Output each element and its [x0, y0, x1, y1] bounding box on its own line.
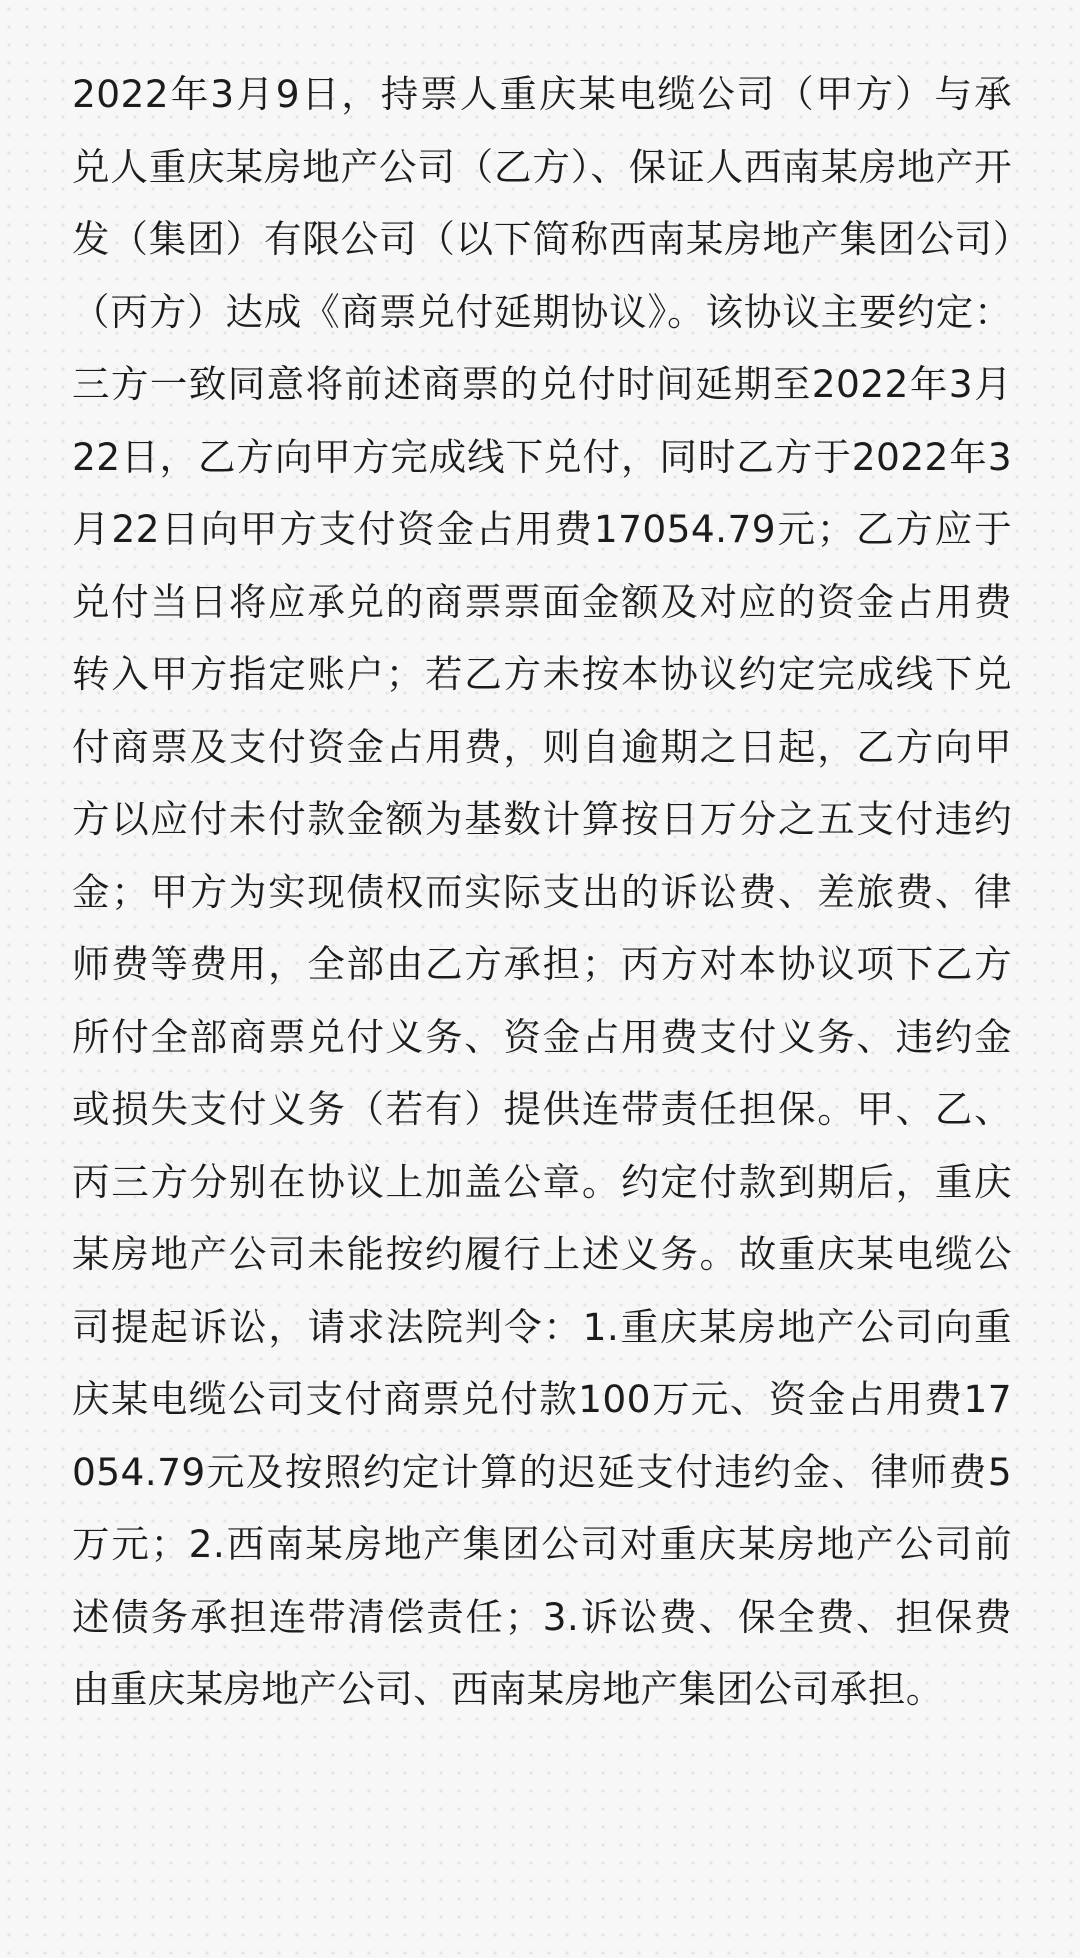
case-paragraph: 2022年3月9日，持票人重庆某电缆公司（甲方）与承兑人重庆某房地产公司（乙方）、保证人西南某房地产开发（集团）有限公司（以下简称西南某房地产集团公司）（丙方）达成《商票兑付延期协议》。该协议主要约定：三方一致同意将前述商票的兑付时间延期至2022年3月22日，乙方向甲方完成线下兑付，同时乙方于2022年3月22日向甲方支付资金占用费17054.79元；乙方应于兑付当日将应承兑的商票票面金额及对应的资金占用费转入甲方指定账户；若乙方未按本协议约定完成线下兑付商票及支付资金占用费，则自逾期之日起，乙方向甲方以应付未付款金额为基数计算按日万分之五支付违约金；甲方为实现债权而实际支出的诉讼费、差旅费、律师费等费用，全部由乙方承担；丙方对本协议项下乙方所付全部商票兑付义务、资金占用费支付义务、违约金或损失支付义务（若有）提供连带责任担保。甲、乙、丙三方分别在协议上加盖公章。约定付款到期后，重庆某房地产公司未能按约履行上述义务。故重庆某电缆公司提起诉讼，请求法院判令：1.重庆某房地产公司向重庆某电缆公司支付商票兑付款100万元、资金占用费17054.79元及按照约定计算的迟延支付违约金、律师费5万元；2.西南某房地产集团公司对重庆某房地产公司前述债务承担连带清偿责任；3.诉讼费、保全费、担保费由重庆某房地产公司、西南某房地产集团公司承担。: [72, 72, 1012, 1711]
article-body: [72, 58, 1012, 1726]
